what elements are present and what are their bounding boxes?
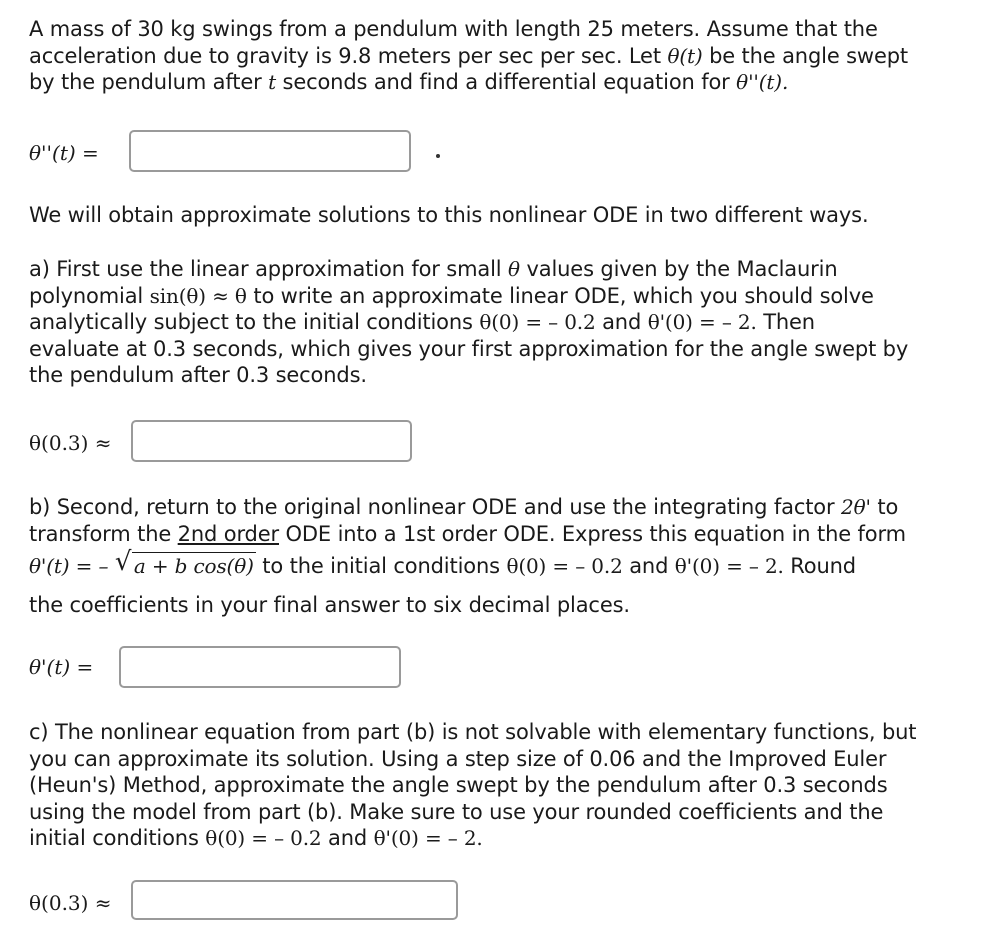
theta-prime-lhs: θ'(t) = – bbox=[29, 554, 109, 578]
answer-3-label: θ'(t) = bbox=[29, 655, 94, 679]
maclaurin-approx-math: sin(θ) ≈ θ bbox=[149, 283, 247, 308]
part-c-line-2: you can approximate its solution. Using a step size of 0.06 and the Improved Euler bbox=[29, 746, 887, 771]
part-c-line-5: initial conditions θ(0) = – 0.2 and θ'(0) = – 2. bbox=[29, 826, 483, 850]
part-a-line-5: the pendulum after 0.3 seconds. bbox=[29, 363, 367, 387]
radical-icon: √ bbox=[114, 547, 132, 577]
part-b-text bbox=[29, 494, 989, 618]
answer-4-input[interactable] bbox=[131, 880, 458, 920]
part-a-line-4: evaluate at 0.3 seconds, which gives your first approximation for the angle swept by bbox=[29, 336, 909, 361]
initial-condition-theta-prime: θ'(0) = – 2. bbox=[674, 554, 784, 578]
part-a-line-1: a) First use the linear approximation for small θ values given by the Maclaurin bbox=[29, 257, 838, 281]
answer-4-label: θ(0.3) ≈ bbox=[29, 891, 112, 915]
t-variable: t bbox=[268, 70, 276, 94]
part-b-line-3: θ'(t) = – √ a + b cos(θ) to the initial conditions θ(0) = – 0.2 and θ'(0) = – 2. Round bbox=[29, 547, 856, 578]
part-c-text bbox=[29, 719, 989, 852]
part-b-line-4: the coefficients in your final answer to six decimal places. bbox=[29, 592, 630, 617]
initial-condition-theta: θ(0) = – 0.2 bbox=[506, 554, 623, 578]
answer-1-input[interactable] bbox=[129, 130, 411, 172]
initial-condition-theta: θ(0) = – 0.2 bbox=[479, 310, 596, 334]
part-b-line-1: b) Second, return to the original nonlinear ODE and use the integrating factor 2θ' to bbox=[29, 495, 899, 519]
second-order-underlined: 2nd order bbox=[177, 521, 279, 546]
part-c-line-3: (Heun's) Method, approximate the angle swept by the pendulum after 0.3 seconds bbox=[29, 773, 888, 797]
answer-2-label: θ(0.3) ≈ bbox=[29, 431, 112, 455]
square-root-expression: √ a + b cos(θ) bbox=[114, 547, 254, 578]
answer-1-label: θ''(t) = bbox=[29, 141, 99, 165]
theta-of-t-math: θ(t) bbox=[667, 43, 703, 68]
intro-line-1: A mass of 30 kg swings from a pendulum with length 25 meters. Assume that the bbox=[29, 17, 878, 41]
problem-intro bbox=[29, 16, 979, 96]
part-a-line-3: analytically subject to the initial conditions θ(0) = – 0.2 and θ'(0) = – 2. Then bbox=[29, 310, 815, 334]
initial-condition-theta: θ(0) = – 0.2 bbox=[205, 826, 322, 850]
period-mark bbox=[436, 154, 440, 158]
answer-3-input[interactable] bbox=[119, 646, 401, 688]
section-intro: We will obtain approximate solutions to this nonlinear ODE in two different ways. bbox=[29, 203, 869, 227]
intro-line-3: by the pendulum after t seconds and find a differential equation for θ''(t). bbox=[29, 70, 789, 94]
initial-condition-theta-prime: θ'(0) = – 2. bbox=[647, 310, 757, 334]
intro-line-2: acceleration due to gravity is 9.8 meters per sec per sec. Let θ(t) be the angle swept bbox=[29, 43, 908, 68]
theta-double-prime-math: θ''(t). bbox=[736, 70, 789, 94]
part-c-line-4: using the model from part (b). Make sure to use your rounded coefficients and the bbox=[29, 799, 884, 824]
part-a-text bbox=[29, 256, 979, 389]
part-c-line-1: c) The nonlinear equation from part (b) is not solvable with elementary functions, but bbox=[29, 720, 917, 744]
integrating-factor-math: 2θ' bbox=[841, 495, 871, 519]
part-b-line-2: transform the 2nd order ODE into a 1st order ODE. Express this equation in the form bbox=[29, 521, 906, 546]
answer-2-input[interactable] bbox=[131, 420, 412, 462]
initial-condition-theta-prime: θ'(0) = – 2. bbox=[373, 826, 483, 850]
part-a-line-2: polynomial sin(θ) ≈ θ to write an approximate linear ODE, which you should solve bbox=[29, 283, 874, 308]
